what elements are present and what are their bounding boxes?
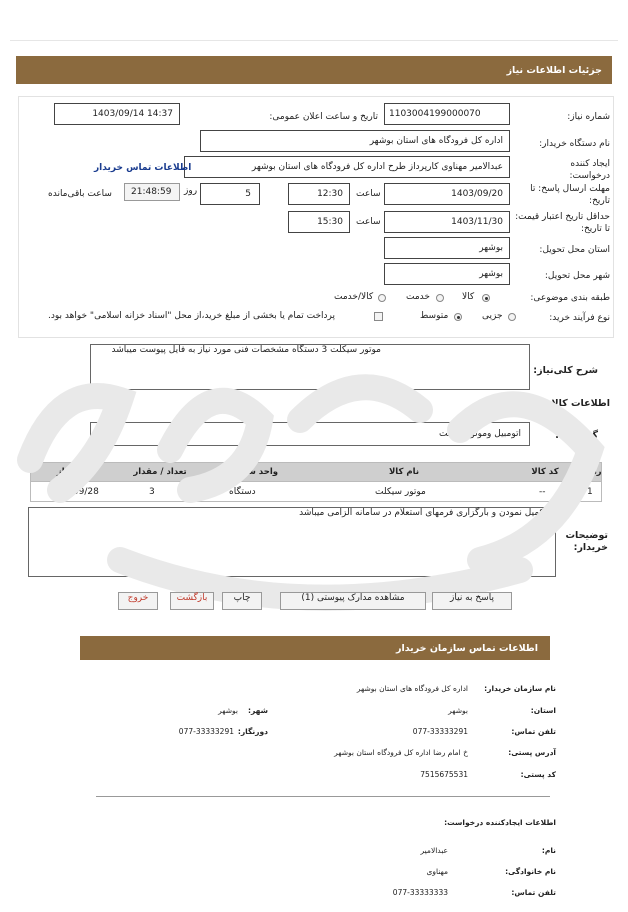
org-value: اداره کل فرودگاه های استان بوشهر: [356, 684, 468, 693]
last-name-label: نام خانوادگی:: [505, 867, 556, 876]
goods-section-title: اطلاعات کالاهای موردنیاز: [490, 398, 610, 409]
first-name-value: عبدالامیر: [420, 846, 448, 855]
top-divider: [10, 40, 618, 41]
view-attachments-button[interactable]: مشاهده مدارک پیوستی (1): [280, 592, 426, 610]
reply-deadline-label: مهلت ارسال پاسخ: تا تاریخ:: [530, 184, 610, 206]
process-radio-minor[interactable]: [508, 313, 516, 321]
days-label: روز: [184, 186, 198, 196]
city-label: شهر محل تحویل:: [544, 271, 610, 281]
postal-label: کد پستی:: [520, 770, 556, 779]
contact-section-header: [80, 636, 550, 660]
contact-section-title: اطلاعات تماس سازمان خریدار: [395, 643, 538, 654]
payment-note: پرداخت تمام یا بخشی از مبلغ خرید،از محل "اسناد خزانه اسلامی" خواهد بود.: [48, 311, 336, 321]
creator-field[interactable]: عبدالامیر مهناوی کارپرداز طرح اداره کل فرودگاه های استان بوشهر: [184, 156, 510, 178]
buyer-label: نام دستگاه خریدار:: [539, 139, 610, 149]
last-name-value: مهناوی: [426, 867, 448, 876]
creator-phone-value: 077-33333333: [392, 888, 448, 897]
address-label: آدرس پستی:: [508, 748, 556, 757]
buyer-notes-textarea[interactable]: تکمیل نمودن و بارگزاری فرمهای استعلام در سامانه الزامی میباشد: [28, 507, 556, 577]
validity-time-label: ساعت: [356, 217, 381, 227]
contact-province-value: بوشهر: [448, 706, 468, 715]
col-unit: واحد شمارش: [221, 467, 279, 477]
process-option-minor: جزیی: [482, 311, 503, 321]
buyer-notes-label: توضیحات خریدار:: [565, 530, 608, 553]
process-label: نوع فرآیند خرید:: [549, 313, 610, 323]
contact-fax-label: دورنگار:: [237, 727, 268, 736]
contact-divider: [96, 796, 550, 797]
col-item-code: کد کالا: [531, 467, 559, 477]
goods-group-label: گروه‌کالا:: [555, 430, 598, 441]
remaining-time-label: ساعت باقی‌مانده: [48, 189, 112, 199]
contact-city-label: شهر:: [248, 706, 268, 715]
exit-button[interactable]: خروج: [118, 592, 158, 610]
org-label: نام سازمان خریدار:: [484, 684, 556, 693]
address-value: خ امام رضا اداره کل فرودگاه استان بوشهر: [334, 748, 468, 757]
reply-date-field[interactable]: 1403/09/20: [384, 183, 510, 205]
page-title: جزئیات اطلاعات نیاز: [506, 65, 602, 76]
col-need-date: تاریخ نیاز: [56, 467, 96, 477]
col-quantity: تعداد / مقدار: [133, 467, 187, 477]
city-field[interactable]: بوشهر: [384, 263, 510, 285]
contact-fax-value: 077-33333291: [178, 727, 234, 736]
col-item-name: نام کالا: [388, 467, 420, 477]
postal-value: 7515675531: [420, 770, 468, 779]
category-radio-both[interactable]: [378, 294, 386, 302]
print-button[interactable]: چاپ: [222, 592, 262, 610]
col-row-number: ردیف: [579, 467, 602, 477]
contact-phone-value: 077-33333291: [412, 727, 468, 736]
contact-buyer-link[interactable]: اطلاعات تماس خریدار: [94, 163, 192, 173]
validity-label: حداقل تاریخ اعتبار قیمت: تا تاریخ:: [515, 212, 610, 234]
need-number-label: شماره نیاز:: [567, 112, 610, 122]
reply-time-label: ساعت: [356, 189, 381, 199]
category-option-goods: کالا: [462, 292, 475, 302]
reply-button[interactable]: پاسخ به نیاز: [432, 592, 512, 610]
table-row[interactable]: 1 -- موتور سیکلت دستگاه 3 1403/09/28: [47, 487, 593, 497]
summary-textarea[interactable]: موتور سیکلت 3 دستگاه مشخصات فنی مورد نیاز به فایل پیوست میباشد: [90, 344, 530, 390]
province-field[interactable]: بوشهر: [384, 237, 510, 259]
category-option-both: کالا/خدمت: [334, 292, 374, 302]
contact-phone-label: تلفن تماس:: [511, 727, 556, 736]
announce-field[interactable]: 1403/09/14 14:37: [54, 103, 180, 125]
page-header: [16, 56, 612, 84]
days-field[interactable]: 5: [200, 183, 260, 205]
category-radio-goods[interactable]: [482, 294, 490, 302]
need-number-field[interactable]: 1103004199000070: [384, 103, 510, 125]
remaining-time-field: 21:48:59: [124, 183, 180, 201]
creator-phone-label: تلفن تماس:: [511, 888, 556, 897]
summary-label: شرح کلی‌نیاز:: [533, 365, 598, 376]
validity-time-field[interactable]: 15:30: [288, 211, 350, 233]
first-name-label: نام:: [541, 846, 556, 855]
validity-date-field[interactable]: 1403/11/30: [384, 211, 510, 233]
category-label: طبقه بندی موضوعی:: [530, 293, 610, 303]
contact-city-value: بوشهر: [218, 706, 238, 715]
contact-province-label: استان:: [530, 706, 556, 715]
category-radio-service[interactable]: [436, 294, 444, 302]
goods-table: [30, 462, 602, 502]
goods-group-field[interactable]: اتومبیل وموتورسیکلت: [90, 422, 530, 446]
process-radio-medium[interactable]: [454, 313, 462, 321]
creator-label: ایجاد کننده درخواست:: [569, 159, 610, 181]
category-option-service: خدمت: [406, 292, 430, 302]
province-label: استان محل تحویل:: [539, 245, 610, 255]
creator-section-title: اطلاعات ایجادکننده درخواست:: [444, 818, 556, 827]
buyer-field[interactable]: اداره کل فرودگاه های استان بوشهر: [200, 130, 510, 152]
payment-checkbox[interactable]: [374, 312, 383, 321]
back-button[interactable]: بازگشت: [170, 592, 214, 610]
process-option-medium: متوسط: [420, 311, 449, 321]
announce-label: تاریخ و ساعت اعلان عمومی:: [269, 112, 378, 122]
reply-time-field[interactable]: 12:30: [288, 183, 350, 205]
